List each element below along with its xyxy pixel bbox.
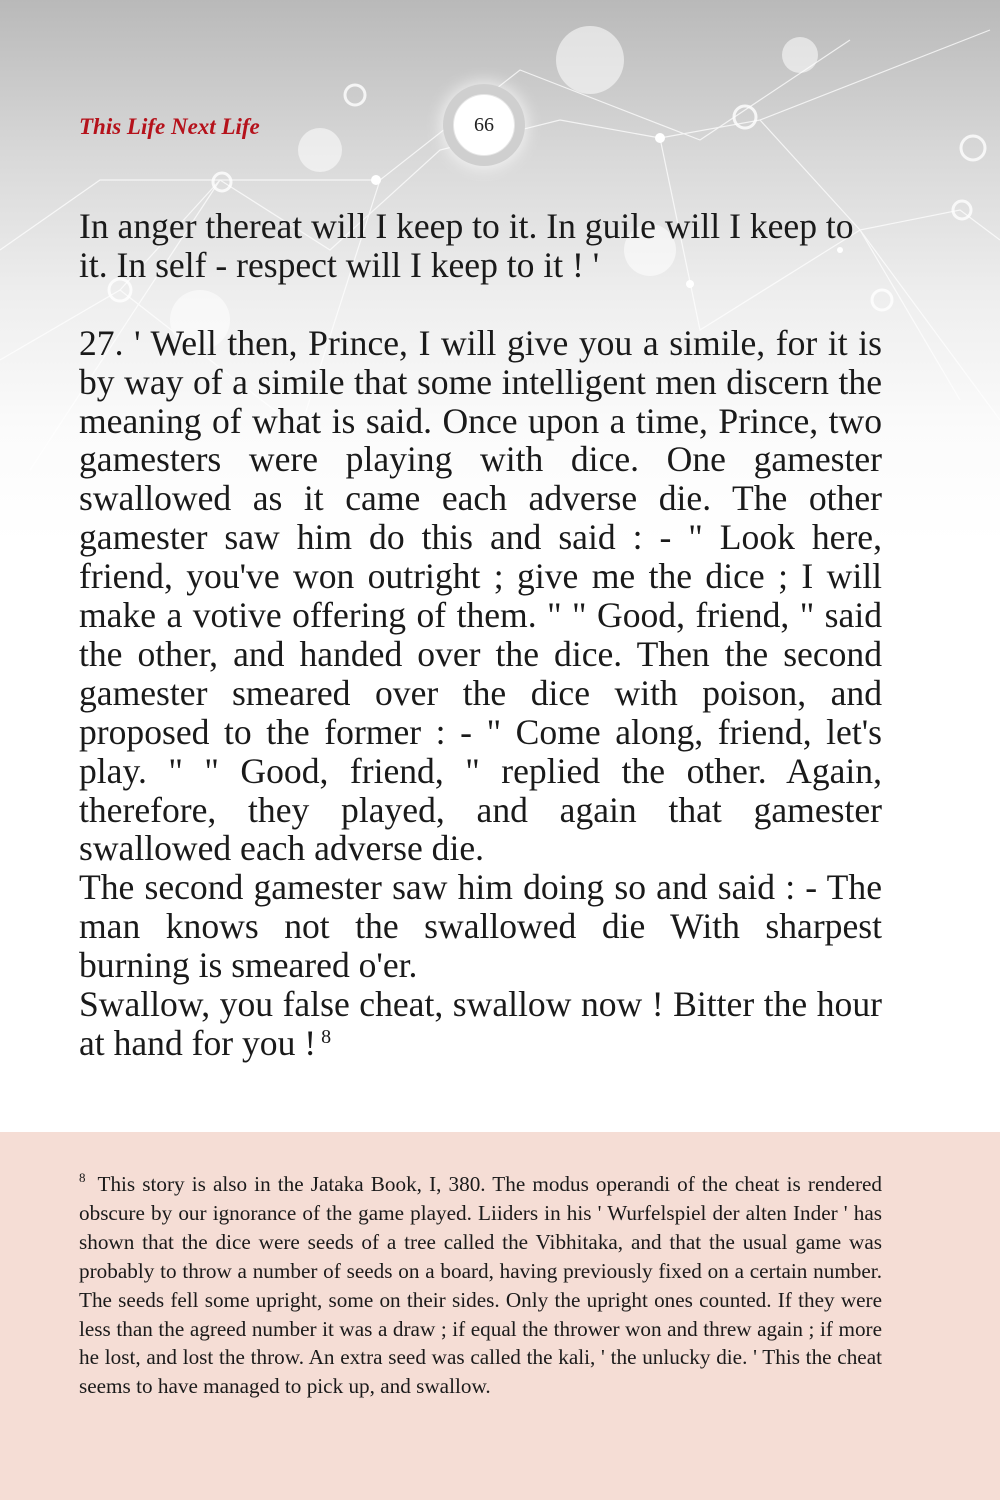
paragraph-with-footnote <box>79 985 882 1063</box>
paragraph-text: Swallow, you false cheat, swallow now ! Bitter the hour at hand for you ! <box>79 984 882 1064</box>
paragraph: 27. ' Well then, Prince, I will give you a simile, for it is by way of a simile that some intelligent men discern the meaning of what is said. Once upon a time, Prince, two gamesters were playing with dice. One gamester swallowed as it came each adverse die. The other gamester saw him do this and said : - " Look here, friend, you've won outright ; give me the dice ; I will make a votive offering of them. " " Good, friend, " said the other, and handed over the dice. Then the second gamester smeared over the dice with poison, and proposed to the former : - " Come along, friend, let's play. " " Good, friend, " replied the other. Again, therefore, they played, and again that gamester swallowed each adverse die. <box>79 322 882 869</box>
footnote-number: 8 <box>79 1169 86 1185</box>
book-title: This Life Next Life <box>79 114 260 139</box>
paragraph-spacer <box>79 285 882 324</box>
page-number: 66 <box>453 94 515 156</box>
paragraph: In anger thereat will I keep to it. In guile will I keep to it. In self - respect will I keep to it ! ' <box>79 206 854 285</box>
footnote <box>79 1170 882 1401</box>
main-text <box>79 207 882 1063</box>
page-number-badge <box>443 84 525 166</box>
paragraph: The second gamester saw him doing so and said : - The man knows not the swallowed die With sharpest burning is smeared o'er. <box>79 867 882 986</box>
footnote-reference[interactable]: 8 <box>321 1025 332 1048</box>
footnote-text: This story is also in the Jataka Book, I, 380. The modus operandi of the cheat is rendered obscure by our ignorance of the game played. Liiders in his ' Wurfelspiel der alten Inder ' has shown that the dice were seeds of a tree called the Vibhitaka, and that the usual game was probably to throw a number of seeds on a board, having previously fixed on a certain number. The seeds fell some upright, some on their sides. Only the upright ones counted. If they were less than the agreed number it was a draw ; if equal the thrower won and threw again ; if more he lost, and lost the throw. An extra seed was called the kali, ' the unlucky die. ' This the cheat seems to have managed to pick up, and swallow. <box>79 1172 882 1399</box>
